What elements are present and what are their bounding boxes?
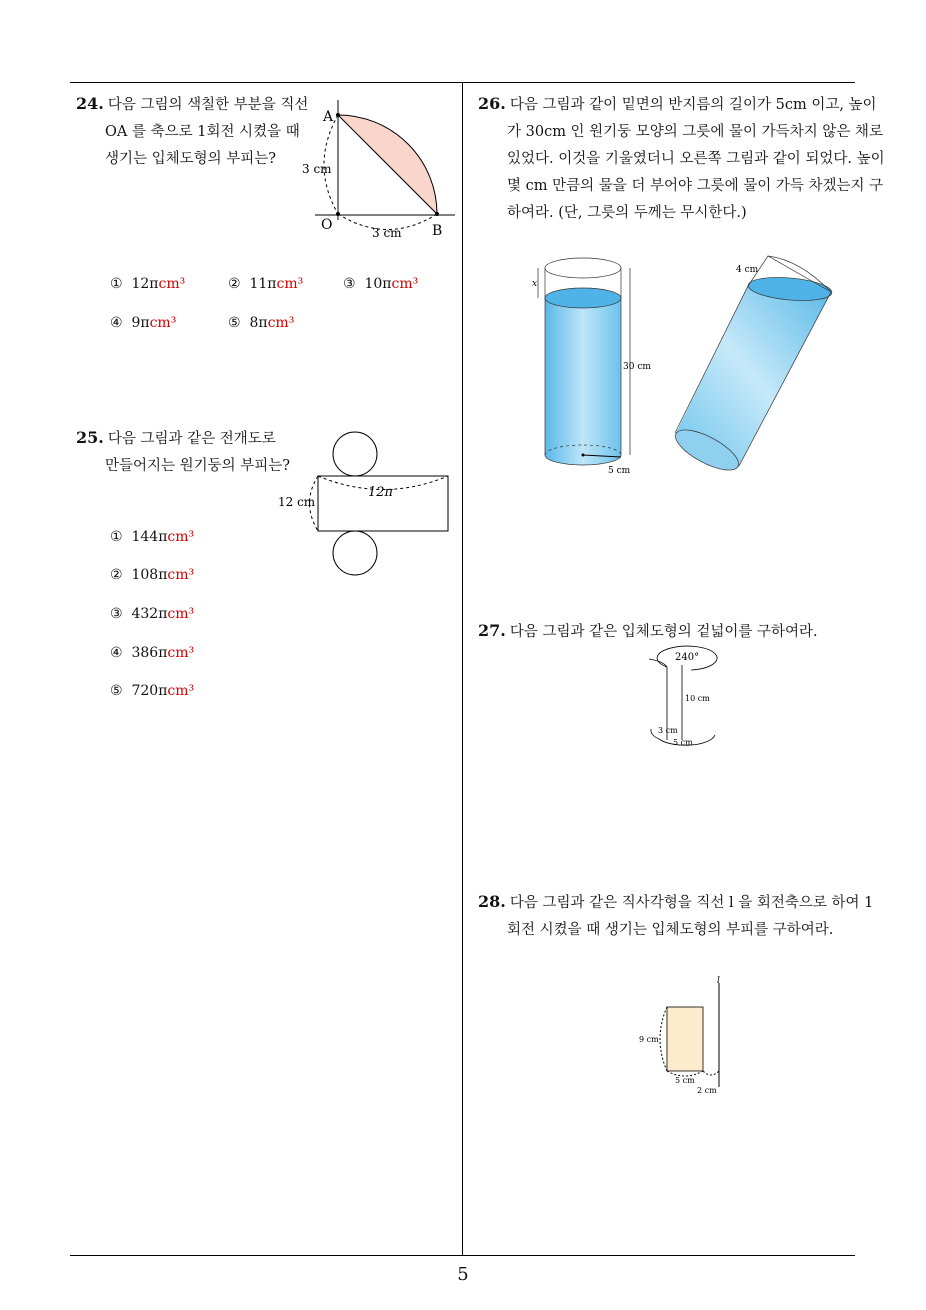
column-divider — [462, 82, 463, 1255]
bottom-rule — [70, 1255, 855, 1256]
q25-choice-4[interactable]: ④ 386πcm³ — [110, 645, 195, 661]
question-number: 28. — [478, 892, 506, 911]
q25-choice-3[interactable]: ③ 432πcm³ — [110, 606, 195, 622]
q25-choice-5[interactable]: ⑤ 720πcm³ — [110, 683, 195, 699]
question-text: 다음 그림과 같은 직사각형을 직선 l 을 회전축으로 하여 1 회전 시켰을 때 생기는 입체도형의 부피를 구하여라. — [507, 895, 874, 938]
question-number: 25. — [76, 428, 104, 447]
question-28 — [478, 888, 889, 944]
q25-figure — [276, 428, 456, 580]
question-27 — [478, 617, 860, 646]
q24-choice-4[interactable]: ④ 9πcm³ — [110, 315, 177, 331]
question-25 — [76, 424, 293, 480]
label-base: 3 cm — [372, 226, 402, 240]
q24-choice-1[interactable]: ① 12πcm³ — [110, 276, 186, 292]
label-r1: 3 cm — [658, 726, 678, 735]
label-x: x — [532, 279, 538, 289]
label-radius: 5 cm — [608, 466, 631, 476]
question-number: 26. — [478, 94, 506, 113]
question-26 — [478, 90, 889, 227]
question-number: 24. — [76, 94, 104, 113]
q28-figure — [635, 975, 735, 1100]
label-side: 3 cm — [302, 162, 332, 176]
q27-figure — [645, 645, 725, 755]
label-gap: 4 cm — [736, 265, 759, 275]
label-arc: 12π — [368, 485, 394, 500]
q24-choice-3[interactable]: ③ 10πcm³ — [343, 276, 419, 292]
question-text: 다음 그림의 색칠한 부분을 직선 OA 를 축으로 1회전 시켰을 때 생기는 입체도형의 부피는? — [105, 97, 309, 167]
question-number: 27. — [478, 621, 506, 640]
label-angle: 240° — [675, 652, 700, 663]
label-A: A — [323, 109, 334, 125]
shaded-region — [338, 115, 437, 214]
question-text: 다음 그림과 같은 전개도로 만들어지는 원기둥의 부피는? — [105, 431, 291, 474]
question-text: 다음 그림과 같이 밑면의 반지름의 길이가 5cm 이고, 높이가 30cm 인 원기둥 모양의 그릇에 물이 가득차지 않은 채로 있었다. 이것을 기울였더니 오른쪽 그림과 같이 되었다. 높이 몇 cm 만큼의 물을 더 부어야 그릇에 물이 가득 차겠는지 구하여라. (단, 그릇의 두께는 무시한다.) — [507, 97, 885, 221]
label-B: B — [432, 223, 443, 239]
q26-figure — [520, 250, 850, 480]
label-l: l — [717, 976, 720, 986]
q24-choice-2[interactable]: ② 11πcm³ — [228, 276, 304, 292]
question-24 — [76, 90, 310, 173]
label-gap: 2 cm — [697, 1086, 717, 1095]
q25-choice-1[interactable]: ① 144πcm³ — [110, 529, 195, 545]
label-height: 30 cm — [623, 362, 651, 372]
label-height: 12 cm — [278, 495, 316, 509]
q24-figure — [290, 95, 465, 245]
label-width: 5 cm — [675, 1076, 695, 1085]
label-height: 9 cm — [639, 1035, 659, 1044]
label-height: 10 cm — [685, 694, 710, 703]
label-r2: 5 cm — [673, 738, 693, 747]
page-number: 5 — [457, 1264, 469, 1285]
q24-choice-5[interactable]: ⑤ 8πcm³ — [228, 315, 295, 331]
question-text: 다음 그림과 같은 입체도형의 겉넓이를 구하여라. — [509, 624, 818, 640]
q25-choice-2[interactable]: ② 108πcm³ — [110, 567, 195, 583]
label-O: O — [321, 217, 333, 233]
